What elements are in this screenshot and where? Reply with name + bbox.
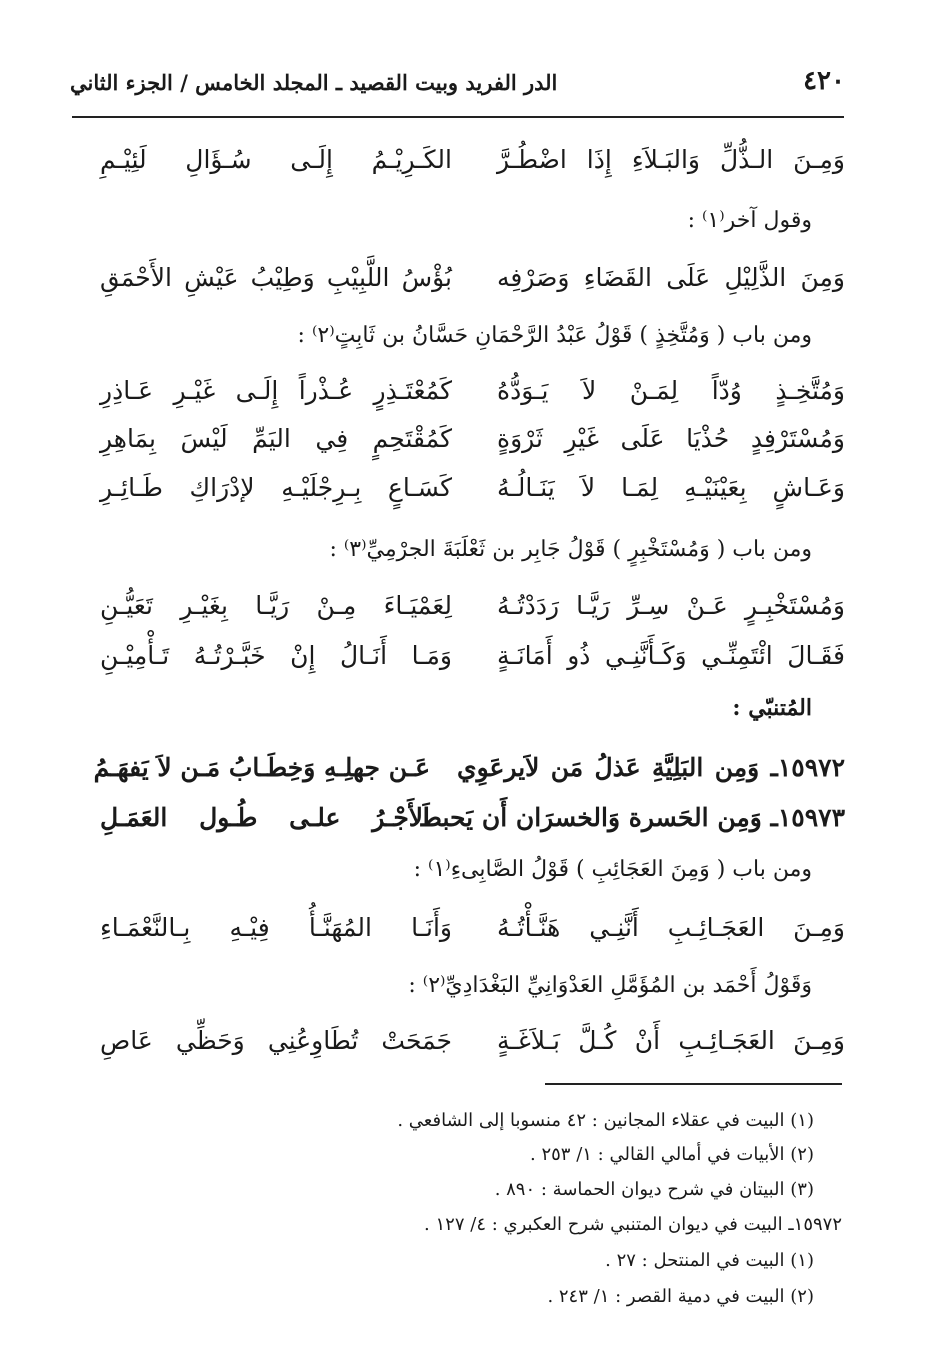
verse-line xyxy=(100,416,845,462)
attribution-line: ومن باب ( وَمُسْتَخْبِرٍ ) قَوْلُ جَابِر بن ثَعْلَبَةَ الجرْمِيِّ⁽٣⁾ : xyxy=(329,537,812,562)
attribution-line: ومن باب ( وَمِنَ العَجَائِبِ ) قَوْلُ الصَّابِىءِ⁽١⁾ : xyxy=(413,857,812,882)
footnote: (١) البيت في عقلاء المجانين : ٤٢ منسوبا إلى الشافعي . xyxy=(397,1110,814,1131)
verse-line xyxy=(100,465,845,511)
footnote: (٣) البيتان في شرح ديوان الحماسة : ٨٩٠ . xyxy=(494,1179,814,1200)
verse-line xyxy=(100,1018,845,1064)
footnote: (٢) البيت في دمية القصر : ١/ ٢٤٣ . xyxy=(547,1286,814,1307)
verse-line xyxy=(100,905,845,951)
verse-first-hemistich: ١٥٩٧٢ـ وَمِن البَلِيَّةِ عَذلُ مَن لاَيرعَوِي xyxy=(457,753,845,782)
verse-second-hemistich: الأَجْـرُ علـى طُـول العَمَـلِ xyxy=(100,803,430,832)
verse-second-hemistich: الكَـرِيْـمُ إِلَـى سُـؤَالِ لَئِيْـمِ xyxy=(100,145,452,174)
verse-second-hemistich: كَمُعْتَـذِرٍ عُـذْراً إِلَـى غَيْـرِ عَـاذِرِ xyxy=(100,376,452,405)
verse-first-hemistich: وَمِـنَ العَجَـائِـبِ أَنْ كُـلَّ بَـلاَغَـةٍ xyxy=(497,1026,845,1055)
attribution-line: وقول آخر⁽١⁾ : xyxy=(687,208,812,233)
verse-second-hemistich: عَـن جهلِـهِ وَخِطَـابُ مَـن لاَ يَفهَـمُ xyxy=(93,753,430,782)
footnote-rule xyxy=(545,1083,842,1085)
verse-second-hemistich: لِعَمْيَـاءَ مِـنْ رَيَّـا بِغَيْـرِ تَعَيُّـنِ xyxy=(100,591,452,620)
verse-first-hemistich: وَمُتَّخِـذٍ وُدّاً لِمَـنْ لاَ يَـوَدُّهُ xyxy=(497,376,845,405)
verse-first-hemistich: وَمِـنَ الـذُّلِّ وَالبَـلاَءِ إِذَا اضْطُـرَّ xyxy=(497,145,845,174)
attribution-line: ومن باب ( وَمُتَّخِذٍ ) قَوْلُ عَبْدُ الرَّحْمَانِ حَسَّانُ بن ثَابِتٍ⁽٢⁾ : xyxy=(297,323,812,348)
footnote: (١) البيت في المنتحل : ٢٧ . xyxy=(605,1250,814,1271)
verse-first-hemistich: وَمُسْتَخْبِـرٍ عَـنْ سِـرِّ رَيَّـا رَدَدْتُـهُ xyxy=(497,591,845,620)
poet-heading: المُتنبّي : xyxy=(732,695,812,721)
verse-second-hemistich: وَمَـا أَنَـالُ إِنْ خَبَّـرْتُـهُ تَـأْمِيْـنِ xyxy=(100,641,452,670)
header-rule xyxy=(72,116,844,118)
page-number: ٤٢٠ xyxy=(803,66,845,96)
verse-first-hemistich: ١٥٩٧٣ـ وَمِن الحَسرة وَالخسرَان أَن يَحبطَ xyxy=(418,803,845,832)
verse-first-hemistich: وَمِنَ الذَّلِيْلِ عَلَى القَضَاءِ وَصَرْفِه xyxy=(497,263,845,292)
verse-line xyxy=(100,137,845,183)
page-header xyxy=(70,58,845,108)
verse-second-hemistich: جَمَحَتْ تُطَاوِعُنِي وَحَظِّي عَاصِ xyxy=(100,1026,452,1055)
footnote: ١٥٩٧٢ـ البيت في ديوان المتنبي شرح العكبري : ٤/ ١٢٧ . xyxy=(424,1214,842,1235)
verse-first-hemistich: وَمِـنَ العَجَـائِـبِ أَنَّنِـي هَنَّـأْتُـهُ xyxy=(497,913,845,942)
verse-first-hemistich: وَعَـاشٍ بِعَيْنَيْـهِ لِمَـا لاَ يَنَـالُـهُ xyxy=(497,473,845,502)
verse-first-hemistich: فَقَـالَ ائْتَمِنِّـي وَكَـأَنَّنِـي ذُو أَمَانَـةٍ xyxy=(497,641,845,670)
verse-line xyxy=(100,633,845,679)
running-head: الدر الفريد وبيت القصيد ـ المجلد الخامس / الجزء الثاني xyxy=(70,70,558,95)
attribution-line: وَقَوْلُ أَحْمَد بن المُؤَمَّلِ العَدْوَانِيِّ البَغْدَادِيِّ⁽٢⁾ : xyxy=(408,973,812,998)
verse-line xyxy=(100,368,845,414)
verse-second-hemistich: كَسَـاعٍ بِـرِجْلَيْـهِ لإدْرَاكِ طَـائِـرِ xyxy=(100,473,452,502)
numbered-verse-line xyxy=(100,795,845,841)
verse-second-hemistich: كَمُقْتَحِمٍ فِي اليَمِّ لَيْسَ بِمَاهِرِ xyxy=(100,424,452,453)
numbered-verse-line xyxy=(93,745,845,791)
verse-second-hemistich: وَأَنَـا المُهَنَّـأُ فِيْـهِ بِـالنَّعْمَـاءِ xyxy=(100,913,452,942)
verse-line xyxy=(100,255,845,301)
verse-line xyxy=(100,583,845,629)
verse-first-hemistich: وَمُسْتَرْفِدٍ حُذْيَا عَلَى غَيْرِ ثَرْوَةٍ xyxy=(497,424,845,453)
footnote: (٢) الأبيات في أمالي القالي : ١/ ٢٥٣ . xyxy=(530,1144,814,1165)
verse-second-hemistich: بُؤْسُ اللَّبِيْبِ وَطِيْبُ عَيْشِ الأَحْمَقِ xyxy=(100,263,452,292)
